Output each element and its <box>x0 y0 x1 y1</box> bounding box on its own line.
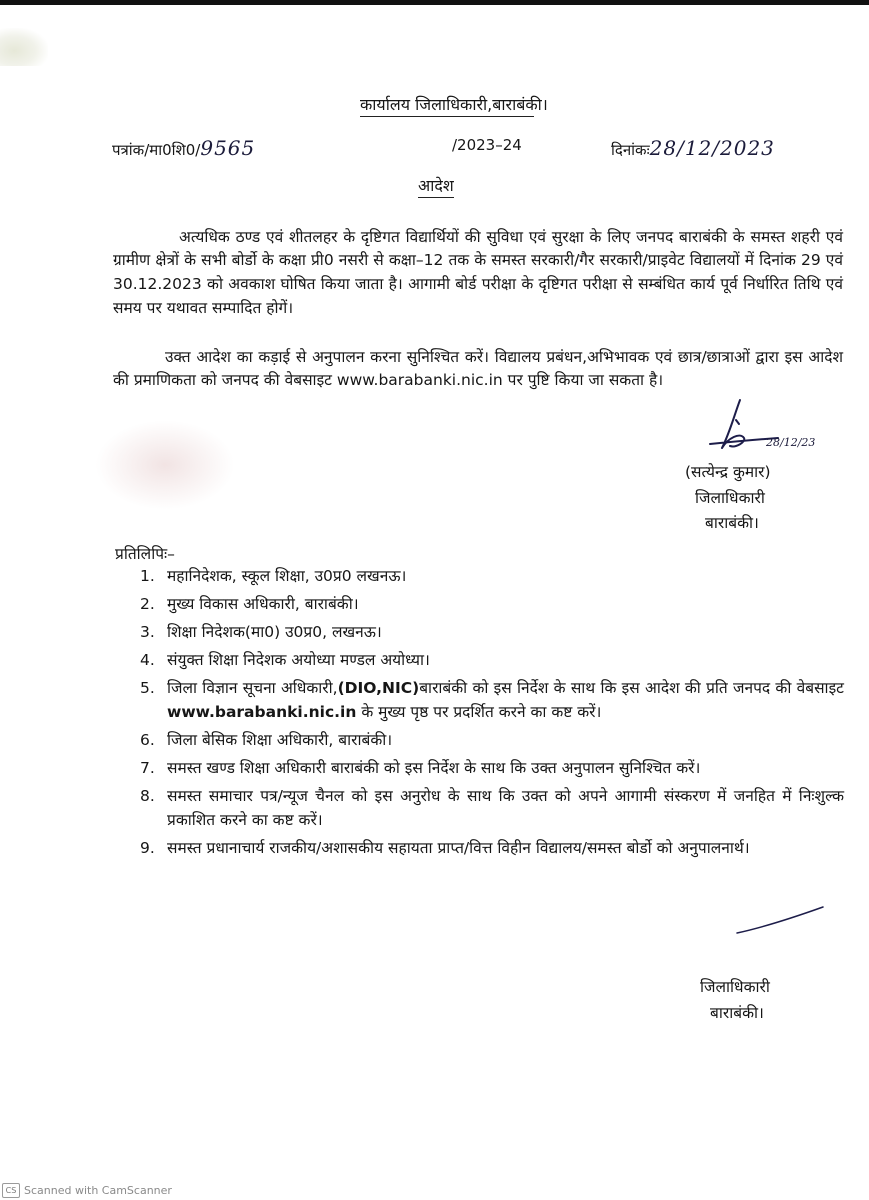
ref-number: 9565 <box>200 136 256 160</box>
order-paragraph-1: अत्यधिक ठण्ड एवं शीतलहर के दृष्टिगत विद्यार्थियों की सुविधा एवं सुरक्षा के लिए जनपद बाराबंकी के समस्त शहरी एवं ग्रामीण क्षेत्रों के सभी बोर्डो के कक्षा प्री0 नसरी से कक्षा–12 तक के समस्त सरकारी/गैर सरकारी/प्राइवेट विद्यालयों में दिनांक 29 एवं 30.12.2023 को अवकाश घोषित किया जाता है। आगामी बोर्ड परीक्षा के दृष्टिगत परीक्षा से सम्बंधित कार्य पूर्व निर्धारित तिथि एवं समय पर यथावत सम्पादित होगें। <box>113 227 843 317</box>
item-text: मुख्य विकास अधिकारी, बाराबंकी। <box>167 595 359 613</box>
list-item <box>140 784 844 832</box>
item-text: समस्त समाचार पत्र/न्यूज चैनल को इस अनुरोध के साथ कि उक्त को अपने आगामी संस्करण में जनहित में निःशुल्क प्रकाशित करने का कष्ट करें। <box>167 787 844 829</box>
date-value: 28/12/2023 <box>649 136 775 160</box>
office-heading: कार्यालय जिलाधिकारी,बाराबंकी। <box>360 95 548 114</box>
letter-reference <box>112 136 255 160</box>
date-label: दिनांकः <box>611 141 650 159</box>
item-number: 1. <box>140 567 155 585</box>
item-number: 4. <box>140 651 155 669</box>
signature-date: 28/12/23 <box>766 436 816 449</box>
session-year: /2023–24 <box>452 136 522 154</box>
signatory-designation: जिलाधिकारी <box>695 489 765 507</box>
camscanner-logo-icon: CS <box>2 1183 20 1198</box>
camscanner-watermark <box>2 1183 172 1198</box>
top-border <box>0 0 869 5</box>
list-item <box>140 676 844 724</box>
dio-nic-label: (DIO,NIC) <box>337 679 420 697</box>
item-text-part: बाराबंकी को इस निर्देश के साथ कि इस आदेश की प्रति जनपद की वेबसाइट <box>419 679 844 697</box>
item-number: 2. <box>140 595 155 613</box>
ref-prefix: पत्रांक/मा0शि0/ <box>112 141 201 159</box>
item-text: समस्त प्रधानाचार्य राजकीय/अशासकीय सहायता प्राप्त/वित्त विहीन विद्यालय/समस्त बोर्डो को अनुपालनार्थ। <box>167 839 750 857</box>
footer-signature-stroke <box>735 905 825 935</box>
footer-designation: जिलाधिकारी <box>700 978 770 996</box>
faded-stamp-mark <box>95 420 235 510</box>
letter-date <box>611 136 775 160</box>
item-text: शिक्षा निदेशक(मा0) उ0प्र0, लखनऊ। <box>167 623 382 641</box>
item-text <box>167 676 844 724</box>
item-text: महानिदेशक, स्कूल शिक्षा, उ0प्र0 लखनऊ। <box>167 567 407 585</box>
item-number: 6. <box>140 731 155 749</box>
item-number: 3. <box>140 623 155 641</box>
scan-smudge <box>0 28 48 66</box>
signatory-name: (सत्येन्द्र कुमार) <box>685 463 771 481</box>
item-text: संयुक्त शिक्षा निदेशक अयोध्या मण्डल अयोध्या। <box>167 651 430 669</box>
order-title: आदेश <box>418 176 454 195</box>
footer-district: बाराबंकी। <box>710 1004 764 1022</box>
list-item <box>140 756 844 780</box>
item-number: 9. <box>140 839 155 857</box>
list-item <box>140 620 844 644</box>
order-paragraph-2: उक्त आदेश का कड़ाई से अनुपालन करना सुनिश्चित करें। विद्यालय प्रबंधन,अभिभावक एवं छात्र/छात्राओं द्वारा इस आदेश की प्रमाणिकता को जनपद की वेबसाइट www.barabanki.nic.in पर पुष्टि किया जा सकता है। <box>113 347 843 390</box>
list-item <box>140 728 844 752</box>
website-link: www.barabanki.nic.in <box>167 703 357 721</box>
copy-list <box>140 560 844 860</box>
list-item <box>140 648 844 672</box>
item-text-part: जिला विज्ञान सूचना अधिकारी, <box>167 679 338 697</box>
list-item <box>140 836 844 860</box>
watermark-text: Scanned with CamScanner <box>24 1184 172 1197</box>
item-number: 5. <box>140 679 155 697</box>
list-item <box>140 564 844 588</box>
item-number: 8. <box>140 787 155 805</box>
signatory-district: बाराबंकी। <box>705 514 759 532</box>
copy-heading: प्रतिलिपिः– <box>115 545 175 563</box>
item-number: 7. <box>140 759 155 777</box>
item-text: जिला बेसिक शिक्षा अधिकारी, बाराबंकी। <box>167 731 393 749</box>
item-text-part: के मुख्य पृष्ठ पर प्रदर्शित करने का कष्ट करें। <box>356 703 602 721</box>
list-item <box>140 592 844 616</box>
item-text: समस्त खण्ड शिक्षा अधिकारी बाराबंकी को इस निर्देश के साथ कि उक्त अनुपालन सुनिश्चित करें। <box>167 759 701 777</box>
